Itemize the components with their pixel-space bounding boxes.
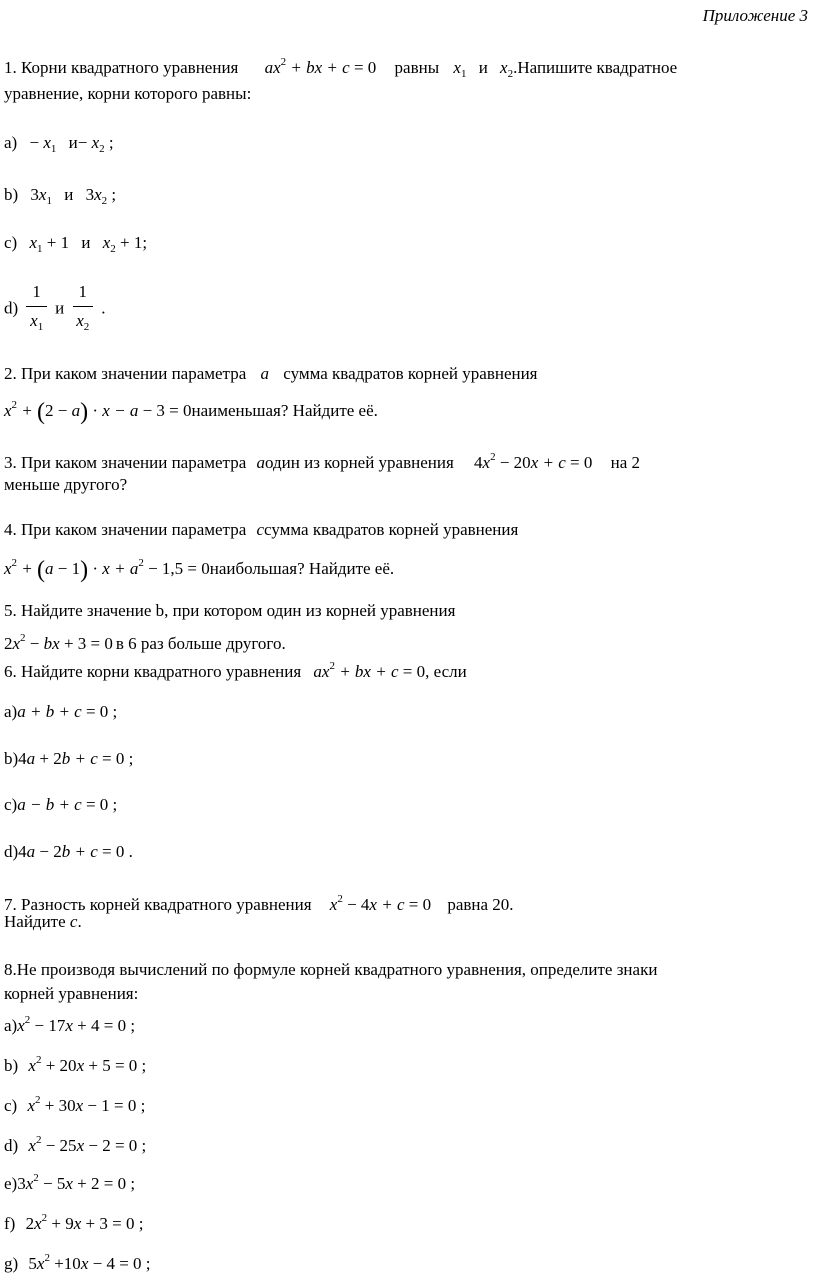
option-label: d) <box>4 298 19 318</box>
task-2-line-2 <box>4 395 378 425</box>
text: 7. Разность корней квадратного уравнения <box>4 895 312 914</box>
option-label: d) <box>4 1136 19 1155</box>
option-label: а) <box>4 1016 18 1035</box>
equation: $2x^2$ − bx + 3 = 0 <box>4 632 113 653</box>
task-7-line-2: Найдите c. <box>4 912 82 931</box>
math: $x_2 + 1$; <box>102 233 148 255</box>
task-8-option-f <box>4 1208 143 1234</box>
math: $3x_2$ ; <box>85 185 117 207</box>
equation: 4a − 2b + c = 0 . <box>18 842 133 861</box>
text: наибольшая? Найдите её. <box>209 559 395 578</box>
task-8-option-d <box>4 1130 146 1156</box>
task-6-option-d <box>4 842 133 862</box>
task-6-option-c <box>4 795 117 815</box>
option-label: f) <box>4 1214 16 1233</box>
variable: a <box>256 453 265 472</box>
text: равна 20. <box>447 895 514 914</box>
fraction: $\frac{1}{x_1}$ <box>26 280 47 339</box>
text: 4. При каком значении параметра <box>4 520 247 539</box>
task-6-option-a <box>4 702 117 722</box>
text: наименьшая? Найдите её. <box>191 401 378 420</box>
equation: $4x^2 - 20x + c = 0$ <box>474 451 593 472</box>
text: на 2 <box>610 453 640 472</box>
text: и <box>81 233 91 252</box>
text: и <box>55 298 65 318</box>
task-8-option-g <box>4 1248 151 1274</box>
text: в 6 раз больше другого. <box>115 634 286 653</box>
equation: $ax^2$ + bx + c = 0 <box>313 660 426 681</box>
option-label: c) <box>4 795 18 814</box>
equation: $x^2 + 30x - 1 = 0$ ; <box>27 1094 146 1115</box>
equation: $x^2 - 4x + c = 0$ <box>329 893 432 914</box>
math: − $x_1$ <box>29 133 57 155</box>
appendix-label: Приложение 3 <box>702 6 808 25</box>
equation: $x^2 + (a - 1) \cdot x + a^2 - 1,5 = 0$ <box>4 557 210 583</box>
equation: $ax^2$ + bx + c = 0 <box>264 56 377 77</box>
punct: . <box>101 298 106 318</box>
equation: $x^2 - 17x + 4 = 0$ ; <box>17 1014 136 1035</box>
option-label: d) <box>4 842 19 861</box>
equation: a + b + c = 0 ; <box>17 702 118 721</box>
equation: 4a + 2b + c = 0 ; <box>18 749 134 768</box>
text: 3. При каком значении параметра <box>4 453 247 472</box>
fraction: $\frac{1}{x_2}$ <box>73 280 94 339</box>
equation: $2x^2 + 9x + 3 = 0$ ; <box>25 1212 144 1233</box>
task-3-line-1 <box>4 447 640 473</box>
text: сумма квадратов корней уравнения <box>283 364 538 383</box>
text: сумма квадратов корней уравнения <box>264 520 519 539</box>
equation: $5x^2 +10x - 4 = 0$ ; <box>28 1252 151 1273</box>
option-label: b) <box>4 185 19 204</box>
text: Найдите <box>4 912 66 931</box>
task-5-line-2 <box>4 628 286 654</box>
option-label: c) <box>4 1096 18 1115</box>
math: $3x_1$ <box>30 185 52 207</box>
variable: c <box>256 520 265 539</box>
text: и <box>64 185 74 204</box>
text: и <box>478 58 488 77</box>
text: , если <box>425 662 467 681</box>
variable: $x_1$ <box>453 58 467 80</box>
option-label: b) <box>4 749 19 768</box>
task-8-line-2: корней уравнения: <box>4 984 139 1003</box>
option-label: а) <box>4 702 18 721</box>
task-1-option-d <box>4 280 106 339</box>
task-1-line-1 <box>4 52 677 84</box>
variable: $x_2$ <box>500 58 514 80</box>
option-label: e) <box>4 1174 18 1193</box>
variable: a <box>260 364 269 383</box>
task-4-line-2 <box>4 553 395 583</box>
text: равны <box>394 58 440 77</box>
option-label: b) <box>4 1056 19 1075</box>
equation: $x^2 + (2 - a) \cdot x - a - 3 = 0$ <box>4 399 192 425</box>
text: .Напишите квадратное <box>513 58 678 77</box>
task-1-option-b <box>4 185 116 211</box>
equation: $3x^2 - 5x + 2 = 0$ ; <box>17 1172 136 1193</box>
task-6-line-1 <box>4 656 467 682</box>
text: 2. При каком значении параметра <box>4 364 247 383</box>
math: − $x_2$ ; <box>77 133 114 155</box>
equation: $x^2 - 25x - 2 = 0$ ; <box>28 1134 147 1155</box>
task-8-line-1: 8.Не производя вычислений по формуле корней квадратного уравнения, определите знаки <box>4 960 658 979</box>
task-6-option-b <box>4 749 133 769</box>
variable: c <box>69 912 78 931</box>
math: $x_1 + 1$ <box>29 233 70 255</box>
task-1-line-2: уравнение, корни которого равны: <box>4 84 252 103</box>
task-4-line-1 <box>4 520 518 540</box>
task-8-option-c <box>4 1090 145 1116</box>
task-3-line-2: меньше другого? <box>4 475 128 494</box>
option-label: c) <box>4 233 18 252</box>
task-8-option-a <box>4 1010 135 1036</box>
equation: $x^2 + 20x + 5 = 0$ ; <box>28 1054 147 1075</box>
task-8-option-b <box>4 1050 146 1076</box>
text: и <box>68 133 78 152</box>
option-label: g) <box>4 1254 19 1273</box>
option-label: а) <box>4 133 18 152</box>
equation: a − b + c = 0 ; <box>17 795 118 814</box>
task-5-line-1: 5. Найдите значение b, при котором один из корней уравнения <box>4 601 456 620</box>
text: 6. Найдите корни квадратного уравнения <box>4 662 302 681</box>
text: один из корней уравнения <box>265 453 454 472</box>
task-1-option-a <box>4 133 114 159</box>
task-1-text: 1. Корни квадратного уравнения <box>4 58 239 77</box>
task-1-option-c <box>4 233 147 259</box>
task-8-option-e <box>4 1168 135 1194</box>
task-2-line-1 <box>4 364 538 384</box>
